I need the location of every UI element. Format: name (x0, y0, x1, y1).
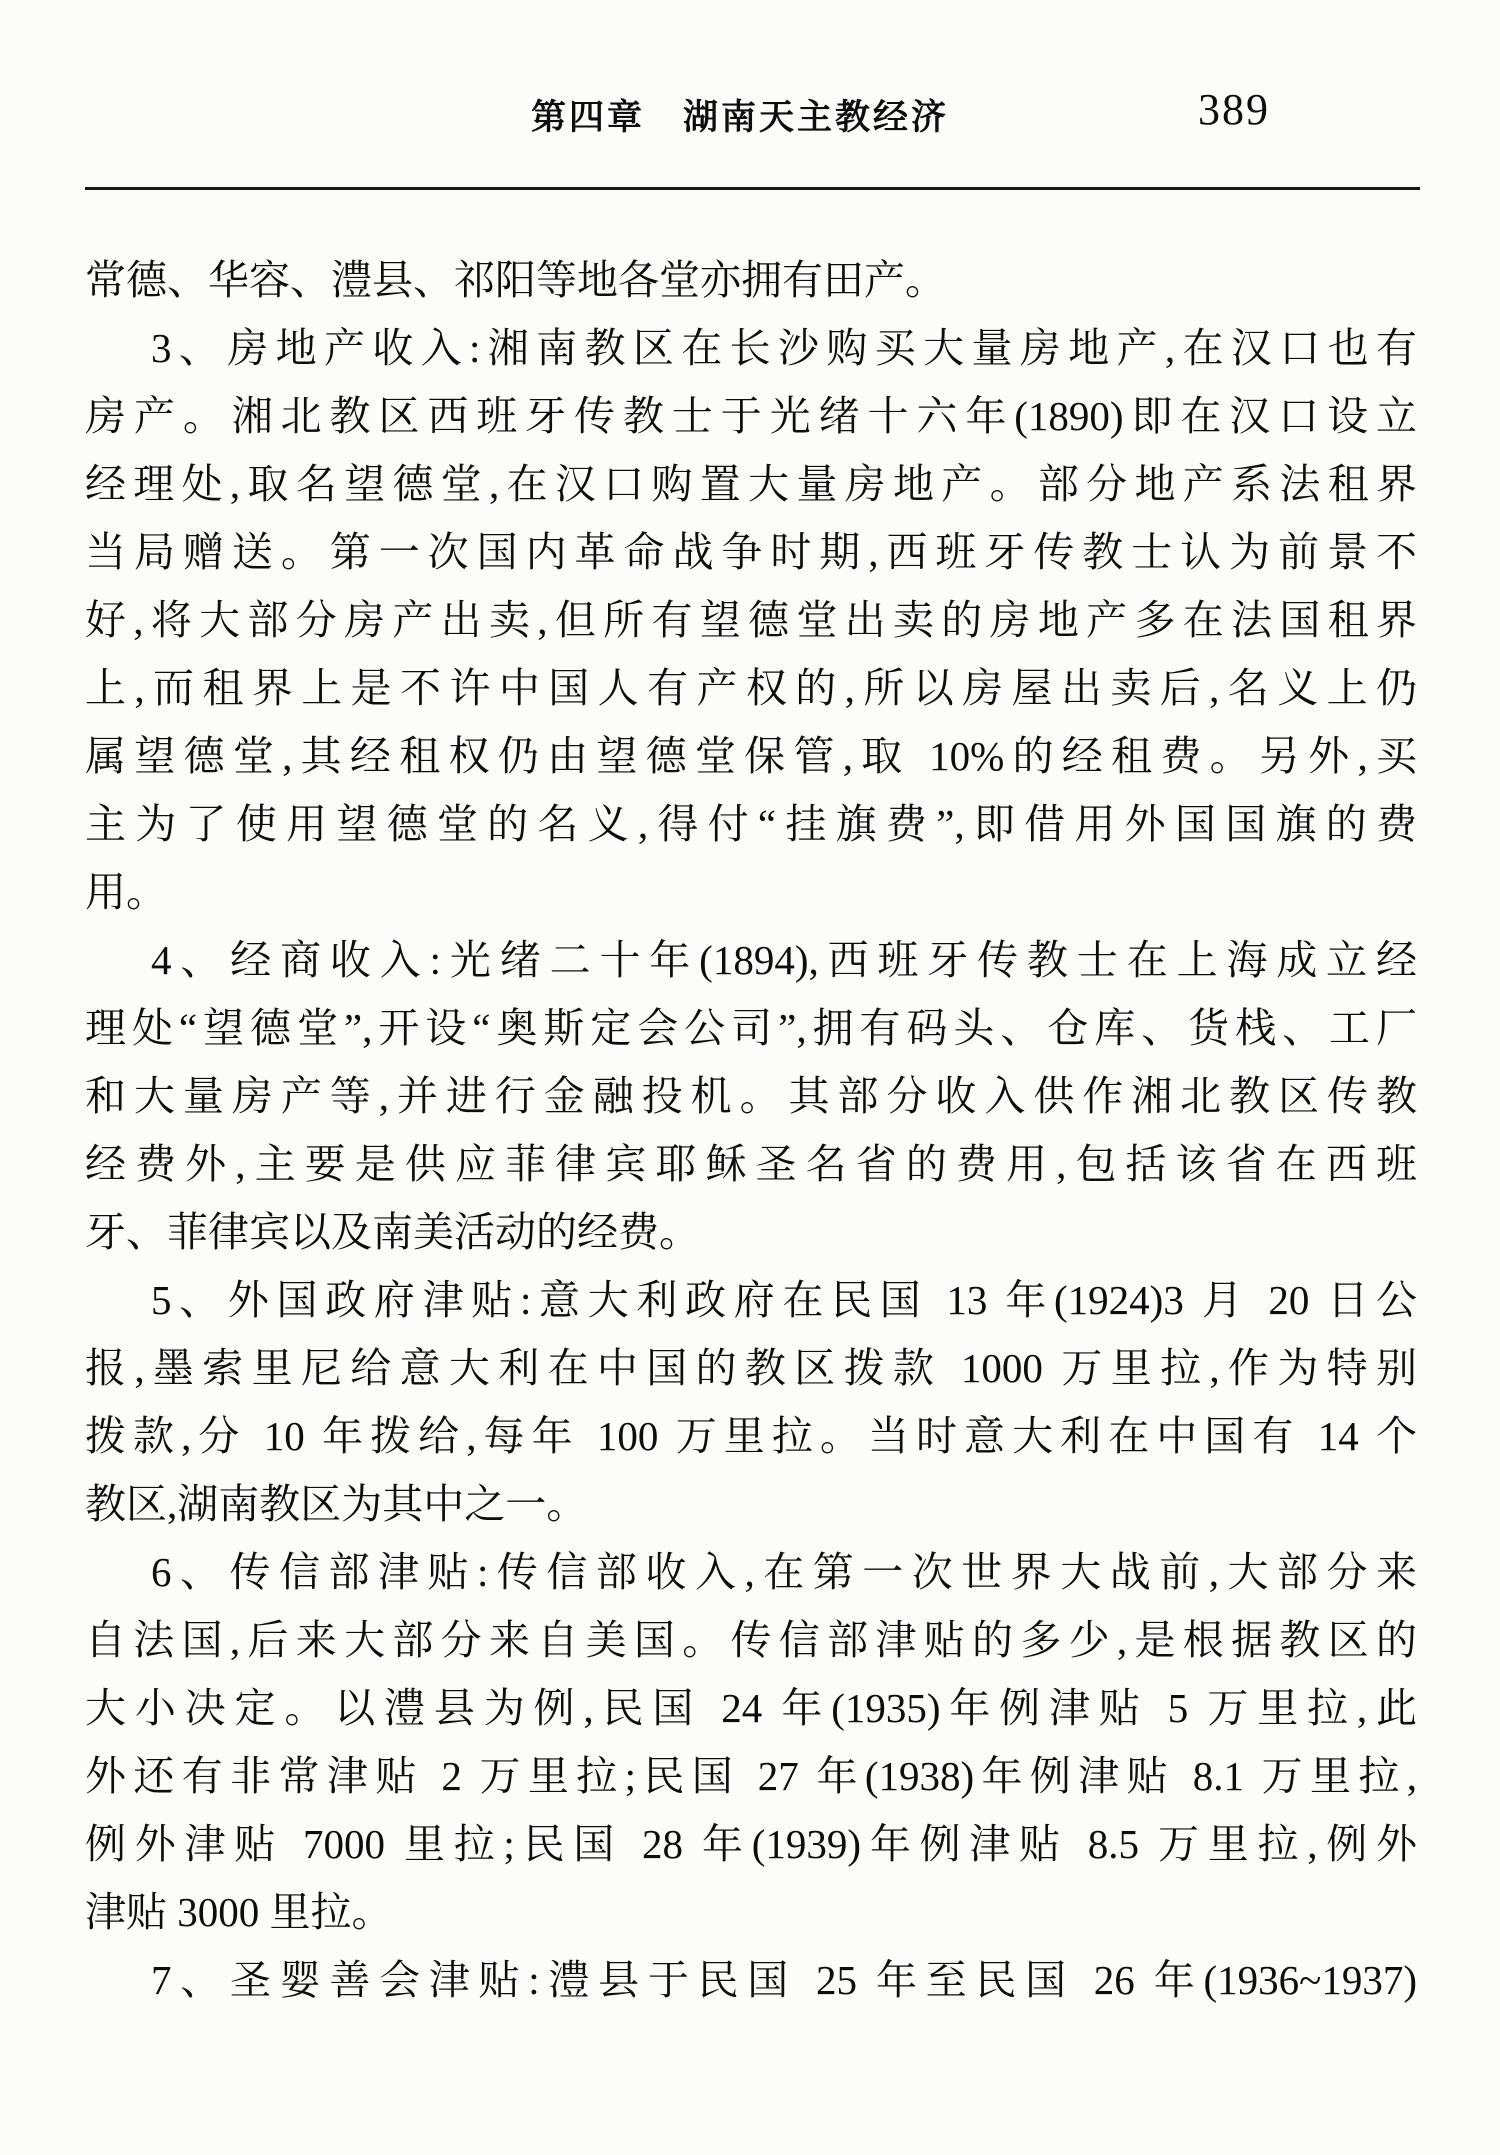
text-line: 教区,湖南教区为其中之一。 (85, 1481, 588, 1527)
page-number: 389 (1198, 85, 1270, 134)
header-divider-rule (85, 187, 1420, 190)
text-line: 外还有非常津贴 2 万里拉;民国 27 年(1938)年例津贴 8.1 万里拉, (85, 1753, 1417, 1799)
text-line: 3、房地产收入:湘南教区在长沙购买大量房地产,在汉口也有 (151, 325, 1417, 371)
text-line: 自法国,后来大部分来自美国。传信部津贴的多少,是根据教区的 (85, 1617, 1417, 1663)
text-line: 津贴 3000 里拉。 (85, 1889, 393, 1935)
text-line: 用。 (85, 869, 167, 915)
text-line: 属望德堂,其经租权仍由望德堂保管,取 10%的经租费。另外,买 (85, 733, 1417, 779)
text-line: 经理处,取名望德堂,在汉口购置大量房地产。部分地产系法租界 (85, 461, 1417, 507)
text-line: 大小决定。以澧县为例,民国 24 年(1935)年例津贴 5 万里拉,此 (85, 1685, 1417, 1731)
text-line: 当局赠送。第一次国内革命战争时期,西班牙传教士认为前景不 (85, 529, 1417, 575)
text-line: 常德、华容、澧县、祁阳等地各堂亦拥有田产。 (85, 257, 946, 303)
text-line: 牙、菲律宾以及南美活动的经费。 (85, 1209, 700, 1255)
text-line: 主为了使用望德堂的名义,得付“挂旗费”,即借用外国国旗的费 (85, 801, 1417, 847)
text-line: 经费外,主要是供应菲律宾耶稣圣名省的费用,包括该省在西班 (85, 1141, 1417, 1187)
text-line: 7、圣婴善会津贴:澧县于民国 25 年至民国 26 年(1936~1937) (151, 1957, 1417, 2003)
body-text (85, 246, 1417, 2014)
text-line: 拨款,分 10 年拨给,每年 100 万里拉。当时意大利在中国有 14 个 (85, 1413, 1417, 1459)
text-line: 报,墨索里尼给意大利在中国的教区拨款 1000 万里拉,作为特别 (85, 1345, 1417, 1391)
text-line: 5、外国政府津贴:意大利政府在民国 13 年(1924)3 月 20 日公 (151, 1277, 1417, 1323)
text-line: 好,将大部分房产出卖,但所有望德堂出卖的房地产多在法国租界 (85, 597, 1417, 643)
text-line: 和大量房产等,并进行金融投机。其部分收入供作湘北教区传教 (85, 1073, 1417, 1119)
text-line: 6、传信部津贴:传信部收入,在第一次世界大战前,大部分来 (151, 1549, 1417, 1595)
text-line: 例外津贴 7000 里拉;民国 28 年(1939)年例津贴 8.5 万里拉,例外 (85, 1821, 1417, 1867)
chapter-title: 第四章 湖南天主教经济 (530, 98, 950, 137)
text-line: 理处“望德堂”,开设“奥斯定会公司”,拥有码头、仓库、货栈、工厂 (85, 1005, 1417, 1051)
text-line: 房产。湘北教区西班牙传教士于光绪十六年(1890)即在汉口设立 (85, 393, 1417, 439)
text-line: 上,而租界上是不许中国人有产权的,所以房屋出卖后,名义上仍 (85, 665, 1417, 711)
running-header (0, 85, 1500, 150)
text-line: 4、经商收入:光绪二十年(1894),西班牙传教士在上海成立经 (151, 937, 1417, 983)
